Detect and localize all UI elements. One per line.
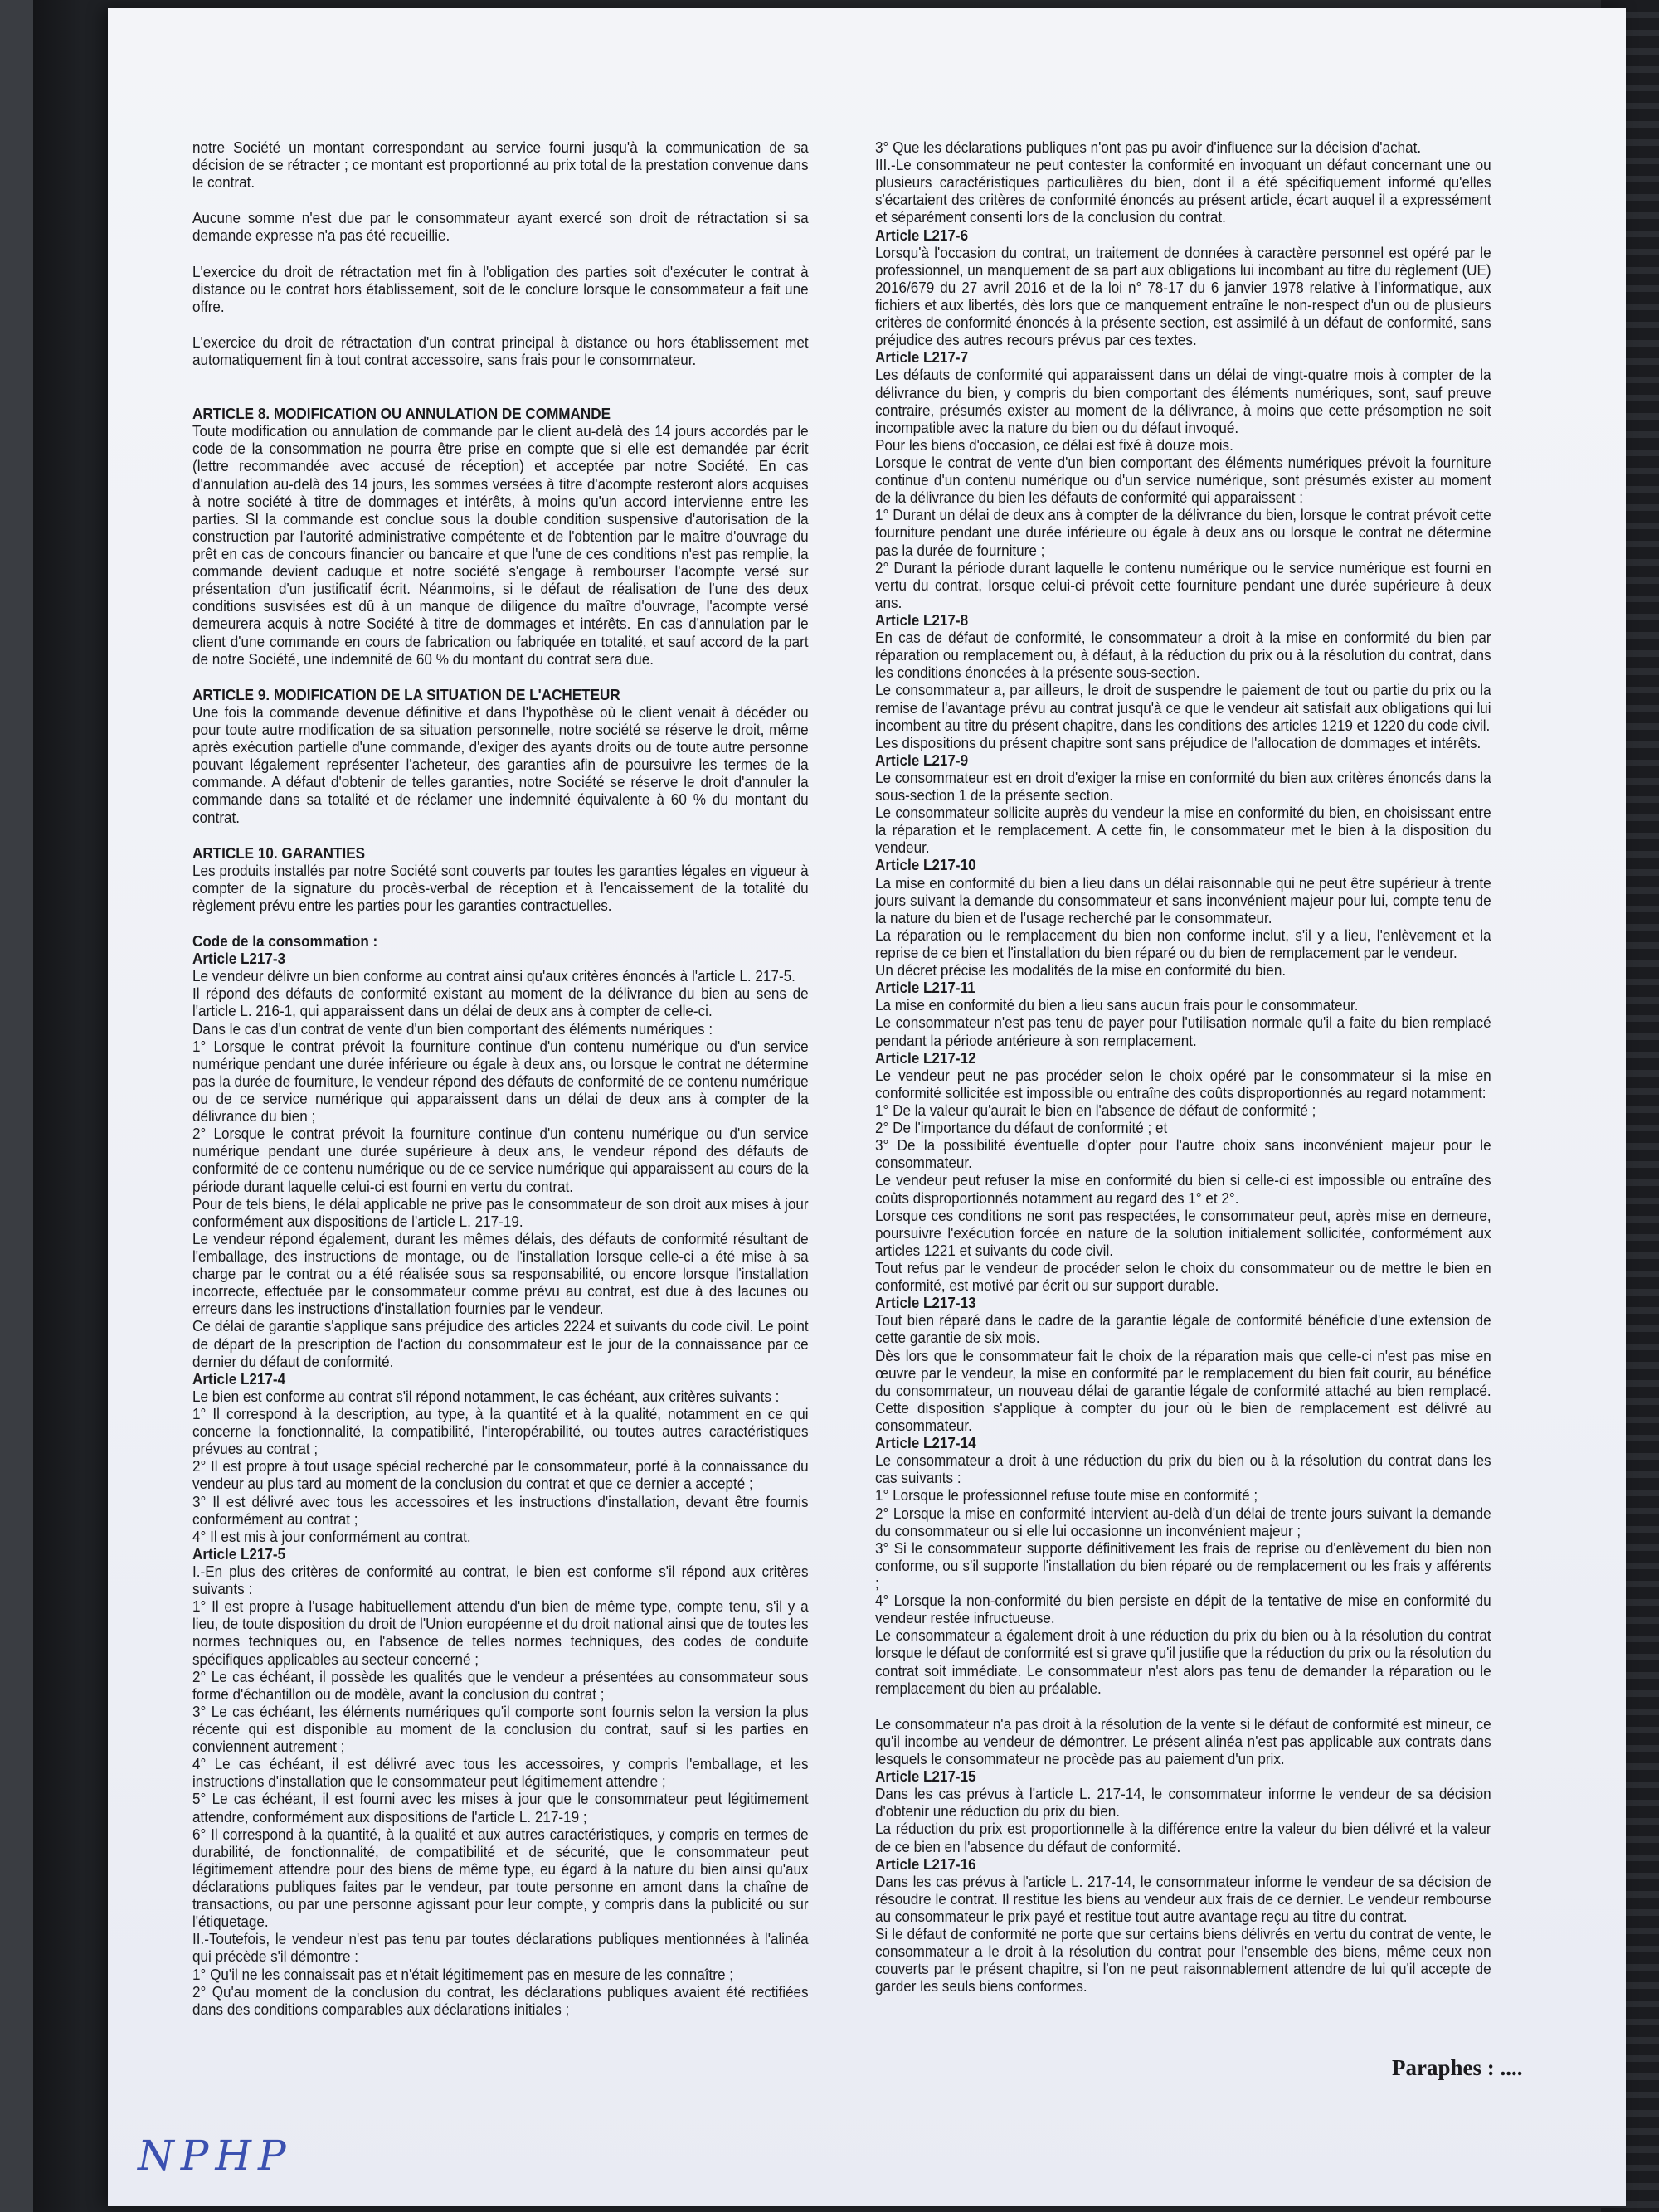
- paragraph: Le consommateur n'est pas tenu de payer pour l'utilisation normale qu'il a faite du bien remplacé pendant la période antérieure à son remplacement.: [875, 1014, 1491, 1049]
- paragraph: 1° Il correspond à la description, au type, à la quantité et à la qualité, notamment en ce qui concerne la fonctionnalité, la compatibilité, l'interopérabilité, ou toutes autres caractéristiques prévues au contrat ;: [192, 1406, 809, 1458]
- paragraph: 2° Durant la période durant laquelle le contenu numérique ou le service numérique est fourni en vertu du contrat, lorsque celui-ci prévoit cette fourniture pendant une durée supérieure à deux ans.: [875, 559, 1491, 611]
- paragraph: Le vendeur délivre un bien conforme au contrat ainsi qu'aux critères énoncés à l'article L. 217-5.: [192, 968, 795, 985]
- section-heading: ARTICLE 9. MODIFICATION DE LA SITUATION DE L'ACHETEUR: [192, 686, 620, 703]
- paragraph-spacer: [192, 668, 809, 687]
- paragraph: 2° Il est propre à tout usage spécial recherché par le consommateur, porté à la connaissance du vendeur au plus tard au moment de la conclusion du contrat et que ce dernier a accepté ;: [192, 1458, 809, 1493]
- paragraph: Le bien est conforme au contrat s'il répond notamment, le cas échéant, aux critères suivants :: [192, 1388, 780, 1405]
- paragraph: 2° Qu'au moment de la conclusion du contrat, les déclarations publiques avaient été rectifiées dans des conditions comparables aux déclarations initiales ;: [192, 1983, 809, 2018]
- paragraph: 5° Le cas échéant, il est fourni avec les mises à jour que le consommateur peut légitimement attendre, conformément aux dispositions de l'article L. 217-19 ;: [192, 1791, 809, 1826]
- paragraph: 4° Lorsque la non-conformité du bien persiste en dépit de la tentative de mise en conformité du vendeur restée infructueuse.: [875, 1592, 1491, 1627]
- paragraph-spacer: [192, 316, 809, 334]
- article-heading: Article L217-4: [192, 1370, 286, 1388]
- paragraph: Une fois la commande devenue définitive et dans l'hypothèse où le client venait à décéder ou pour toute autre modification de sa situation personnelle, notre société se réserve le droit, même après exécution partielle d'une commande, d'exiger des ayants droits ou de toute autre personne pouvant légalement représenter l'acheteur, des garanties afin de poursuivre les termes de la commande. A défaut d'obtenir de telles garanties, notre Société se réserve le droit d'annuler la commande dans sa totalité et de réclamer une indemnité équivalente à 60 % du montant du contrat.: [192, 703, 809, 826]
- paragraph: III.-Le consommateur ne peut contester la conformité en invoquant un défaut concernant une ou plusieurs caractéristiques particulières du bien, dont il a été spécifiquement informé qu'elles s'écartaient des critères de conformité énoncés au présent article, écart auquel il a expressément et séparément consenti lors de la conclusion du contrat.: [875, 157, 1491, 226]
- paragraph: 3° Il est délivré avec tous les accessoires et les instructions d'installation, devant être fournis conformément au contrat ;: [192, 1493, 809, 1528]
- paragraph: Ce délai de garantie s'applique sans préjudice des articles 2224 et suivants du code civil. Le point de départ de la prescription de l'action du consommateur est le jour de la connaissance par ce dernier du défaut de conformité.: [192, 1318, 809, 1370]
- paragraph: Aucune somme n'est due par le consommateur ayant exercé son droit de rétractation si sa demande expresse n'a pas été recueillie.: [192, 210, 809, 245]
- paragraph: Dès lors que le consommateur fait le choix de la réparation mais que celle-ci n'est pas mise en œuvre par le vendeur, la mise en conformité par le remplacement du bien fait courir, au bénéfice du consommateur, un nouveau délai de garantie légale de conformité attaché au bien remplacé. Cette disposition s'applique à compter du jour où le bien de remplacement est délivré au consommateur.: [875, 1347, 1491, 1434]
- article-heading: Article L217-12: [875, 1049, 976, 1067]
- article-heading: Article L217-15: [875, 1768, 976, 1786]
- paragraph: Pour les biens d'occasion, ce délai est fixé à douze mois.: [875, 436, 1233, 454]
- paragraph: 2° Le cas échéant, il possède les qualités que le vendeur a présentées au consommateur sous forme d'échantillon ou de modèle, avant la conclusion du contrat ;: [192, 1668, 809, 1703]
- paragraph-spacer: [192, 915, 809, 933]
- paragraph: 6° Il correspond à la quantité, à la qualité et aux autres caractéristiques, y compris en termes de durabilité, de fonctionnalité, de compatibilité et de sécurité, que le consommateur peut légitimement attendre pour des biens de même type, eu égard à la nature du bien ainsi qu'aux déclarations publiques faites par le vendeur, par toute personne en amont dans la chaîne de transactions, ou par une personne agissant pour leur compte, y compris dans la publicité ou sur l'étiquetage.: [192, 1826, 809, 1931]
- paragraph: La mise en conformité du bien a lieu sans aucun frais pour le consommateur.: [875, 997, 1359, 1014]
- paragraph: 1° Il est propre à l'usage habituellement attendu d'un bien de même type, compte tenu, s'il y a lieu, de toute disposition du droit de l'Union européenne et du droit national ainsi que de toutes les normes techniques ou, en l'absence de telles normes techniques, des codes de conduite spécifiques applicables au secteur concerné ;: [192, 1598, 809, 1668]
- article-heading: Article L217-8: [875, 611, 969, 629]
- paragraph: 1° Lorsque le professionnel refuse toute mise en conformité ;: [875, 1487, 1258, 1505]
- paragraph: 3° De la possibilité éventuelle d'opter pour l'autre choix sans inconvénient majeur pour le consommateur.: [875, 1137, 1491, 1172]
- paragraph: 3° Que les déclarations publiques n'ont pas pu avoir d'influence sur la décision d'achat.: [875, 139, 1422, 156]
- paragraph-spacer: [192, 192, 809, 210]
- document-page: [108, 8, 1626, 2206]
- article-heading: Article L217-13: [875, 1295, 976, 1312]
- paraphes-label: Paraphes : ....: [1392, 2055, 1523, 2080]
- article-heading: Article L217-5: [192, 1545, 286, 1563]
- paragraph: Le consommateur sollicite auprès du vendeur la mise en conformité du bien, en choisissant entre la réparation et le remplacement. A cette fin, le consommateur met le bien à la disposition du vendeur.: [875, 805, 1491, 857]
- paragraph: 1° Durant un délai de deux ans à compter de la délivrance du bien, lorsque le contrat prévoit cette fourniture pendant une durée inférieure ou égale à deux ans ou lorsque le contrat ne détermine pas la durée de fourniture ;: [875, 507, 1491, 559]
- left-column: [192, 139, 809, 2019]
- article-heading: Article L217-14: [875, 1435, 976, 1452]
- paragraph: Lorsqu'à l'occasion du contrat, un traitement de données à caractère personnel est opéré par le professionnel, un manquement de sa part aux obligations lui incombant au titre du règlement (UE) 2016/679 du 27 avril 2016 et de la loi n° 78-17 du 6 janvier 1978 relative à l'informatique, aux fichiers et aux libertés, dès lors que ce manquement entraîne le non-respect d'un ou de plusieurs critères de conformité énoncés à la présente section, est assimilé à un défaut de conformité, sans préjudice des autres recours prévus par ces textes.: [875, 244, 1491, 349]
- paragraph: Dans les cas prévus à l'article L. 217-14, le consommateur informe le vendeur de sa décision d'obtenir une réduction du prix du bien.: [875, 1786, 1491, 1821]
- article-heading: Article L217-16: [875, 1855, 976, 1873]
- article-heading: Article L217-3: [192, 950, 286, 968]
- article-heading: Article L217-6: [875, 226, 969, 244]
- right-column: [875, 139, 1491, 1996]
- paragraph: Les produits installés par notre Société sont couverts par toutes les garanties légales en vigueur à compter de la signature du procès-verbal de réception et à l'encaissement de la totalité du règlement prévu entre les parties pour les garanties contractuelles.: [192, 862, 809, 914]
- paragraph: 4° Il est mis à jour conformément au contrat.: [192, 1528, 471, 1545]
- paragraph: Tout bien réparé dans le cadre de la garantie légale de conformité bénéficie d'une extension de cette garantie de six mois.: [875, 1312, 1491, 1347]
- paragraph: Tout refus par le vendeur de procéder selon le choix du consommateur ou de mettre le bien en conformité, est motivé par écrit ou sur support durable.: [875, 1260, 1491, 1295]
- paragraph: Lorsque le contrat de vente d'un bien comportant des éléments numériques prévoit la fourniture continue d'un contenu numérique ou d'un service numérique, sont présumés exister au moment de la délivrance du bien les défauts de conformité qui apparaissent :: [875, 454, 1491, 507]
- article-heading: Article L217-10: [875, 857, 976, 874]
- paragraph: 3° Si le consommateur supporte définitivement les frais de reprise ou d'enlèvement du bien non conforme, ou s'il supporte l'installation du bien réparé ou de remplacement ou les frais y afférents ;: [875, 1539, 1491, 1592]
- paragraph: En cas de défaut de conformité, le consommateur a droit à la mise en conformité du bien par réparation ou remplacement ou, à défaut, à la réduction du prix ou à la résolution du contrat, dans les conditions énoncées à la présente sous-section.: [875, 630, 1491, 682]
- paragraph: Le consommateur a droit à une réduction du prix du bien ou à la résolution du contrat dans les cas suivants :: [875, 1452, 1491, 1487]
- paragraph: Le consommateur a, par ailleurs, le droit de suspendre le paiement de tout ou partie du prix ou la remise de l'avantage prévu au contrat jusqu'à ce que le vendeur ait satisfait aux obligations qui lui incombent au titre du présent chapitre, dans les conditions des articles 1219 et 1220 du code civil.: [875, 682, 1491, 734]
- paragraph: Il répond des défauts de conformité existant au moment de la délivrance du bien au sens de l'article L. 216-1, qui apparaissent dans un délai de deux ans à compter de celle-ci.: [192, 985, 809, 1020]
- paragraph-spacer: [192, 369, 809, 406]
- paragraph: Toute modification ou annulation de commande par le client au-delà des 14 jours accordés par le code de la consommation ne pourra être prise en compte que si elle est demandée par écrit (lettre recommandée avec accusé de réception) et acceptée par notre Société. En cas d'annulation au-delà des 14 jours, les sommes versées à titre d'acompte resteront alors acquises à notre société à titre de dommages et intérêts, à moins qu'un accord intervienne entre les parties. SI la commande est conclue sous la double condition suspensive d'autorisation de la construction par l'autorité administrative compétente et de l'obtention par le maître d'ouvrage du prêt en cas de concours financier ou bancaire et que l'une de ces conditions n'est pas remplie, la commande devient caduque et notre société s'engage à rembourser l'acompte versé sur présentation d'un justificatif écrit. Néanmoins, si le défaut de réalisation de l'une des deux conditions susvisées est dû à un manque de diligence du maître d'ouvrage, l'acompte versé demeurera acquis à notre Société à titre de dommages et intérêts. En cas d'annulation par le client d'une commande en cours de fabrication ou fabriquée en totalité, et sauf accord de la part de notre Société, une indemnité de 60 % du montant du contrat sera due.: [192, 423, 809, 668]
- paragraph: Le vendeur répond également, durant les mêmes délais, des défauts de conformité résultant de l'emballage, des instructions de montage, ou de l'installation lorsque celle-ci a été mise à sa charge par le contrat ou a été réalisée sous sa responsabilité, ou encore lorsque l'installation incorrecte, effectuée par le consommateur comme prévu au contrat, est due à des lacunes ou erreurs dans les instructions d'installation fournies par le vendeur.: [192, 1230, 809, 1318]
- paragraph: La réparation ou le remplacement du bien non conforme inclut, s'il y a lieu, l'enlèvement et la reprise de ce bien et l'installation du bien réparé ou du bien de remplacement par le vendeur.: [875, 926, 1491, 962]
- paragraph: Un décret précise les modalités de la mise en conformité du bien.: [875, 962, 1287, 980]
- paragraph-spacer: [875, 1698, 1491, 1716]
- paragraph: Dans les cas prévus à l'article L. 217-14, le consommateur informe le vendeur de sa décision de résoudre le contrat. Il restitue les biens au vendeur aux frais de ce dernier. Le vendeur rembourse au consommateur le prix payé et restitue tout autre avantage reçu au titre du contrat.: [875, 1873, 1491, 1925]
- handwritten-initials: NPHP: [138, 2132, 293, 2180]
- section-heading: Code de la consommation :: [192, 933, 378, 950]
- paragraph: 2° De l'importance du défaut de conformité ; et: [875, 1120, 1168, 1137]
- paragraph: Le consommateur a également droit à une réduction du prix du bien ou à la résolution du contrat lorsque le défaut de conformité est si grave qu'il justifie que la réduction du prix ou la résolution du contrat soit immédiate. Le consommateur n'est alors pas tenu de demander la réparation ou le remplacement du bien au préalable.: [875, 1627, 1491, 1697]
- section-heading: ARTICLE 8. MODIFICATION OU ANNULATION DE COMMANDE: [192, 406, 611, 423]
- paragraph: 4° Le cas échéant, il est délivré avec tous les accessoires, y compris l'emballage, et les instructions d'installation que le consommateur peut légitimement attendre ;: [192, 1756, 809, 1791]
- paragraph: Le consommateur est en droit d'exiger la mise en conformité du bien aux critères énoncés dans la sous-section 1 de la présente section.: [875, 769, 1491, 805]
- paragraph: Le vendeur peut refuser la mise en conformité du bien si celle-ci est impossible ou entraîne des coûts disproportionnés notamment au regard des 1° et 2°.: [875, 1172, 1491, 1207]
- section-heading: ARTICLE 10. GARANTIES: [192, 844, 366, 862]
- article-heading: Article L217-11: [875, 980, 975, 997]
- paragraph: La mise en conformité du bien a lieu dans un délai raisonnable qui ne peut être supérieur à trente jours suivant la demande du consommateur et sans inconvénient majeur pour lui, compte tenu de la nature du bien et de l'usage recherché par le consommateur.: [875, 874, 1491, 926]
- paragraph: L'exercice du droit de rétractation d'un contrat principal à distance ou hors établissement met automatiquement fin à tout contrat accessoire, sans frais pour le consommateur.: [192, 333, 809, 368]
- paragraph: 1° Qu'il ne les connaissait pas et n'était légitimement pas en mesure de les connaître ;: [192, 1966, 733, 1983]
- paragraph: I.-En plus des critères de conformité au contrat, le bien est conforme s'il répond aux critères suivants :: [192, 1563, 809, 1598]
- paragraph: Pour de tels biens, le délai applicable ne prive pas le consommateur de son droit aux mises à jour conformément aux dispositions de l'article L. 217-19.: [192, 1195, 809, 1230]
- paragraph: Lorsque ces conditions ne sont pas respectées, le consommateur peut, après mise en demeure, poursuivre l'exécution forcée en nature de la solution initialement sollicitée, conformément aux articles 1221 et suivants du code civil.: [875, 1207, 1491, 1259]
- paragraph: La réduction du prix est proportionnelle à la différence entre la valeur du bien délivré et la valeur de ce bien en l'absence du défaut de conformité.: [875, 1821, 1491, 1855]
- paragraph: notre Société un montant correspondant au service fourni jusqu'à la communication de sa décision de se rétracter ; ce montant est proportionné au prix total de la prestation convenue dans le contrat.: [192, 139, 809, 192]
- paragraph: Les défauts de conformité qui apparaissent dans un délai de vingt-quatre mois à compter de la délivrance du bien, y compris du bien comportant des éléments numériques, sont, sauf preuve contraire, présumés exister au moment de la délivrance, à moins que cette présomption ne soit incompatible avec la nature du bien ou du défaut invoqué.: [875, 367, 1491, 436]
- paragraph-spacer: [192, 827, 809, 845]
- paragraph: Le vendeur peut ne pas procéder selon le choix opéré par le consommateur si la mise en conformité sollicitée est impossible ou entraîne des coûts disproportionnés au regard notamment:: [875, 1067, 1491, 1101]
- paragraph: 2° Lorsque la mise en conformité intervient au-delà d'un délai de trente jours suivant la demande du consommateur ou si elle lui occasionne un inconvénient majeur ;: [875, 1505, 1491, 1539]
- article-heading: Article L217-7: [875, 349, 969, 367]
- paragraph: 1° De la valeur qu'aurait le bien en l'absence de défaut de conformité ;: [875, 1102, 1316, 1120]
- paragraph: 3° Le cas échéant, les éléments numériques qu'il comporte sont fournis selon la version la plus récente qui est disponible au moment de la conclusion du contrat, sauf si les parties en conviennent autrement ;: [192, 1703, 809, 1756]
- paragraph: 1° Lorsque le contrat prévoit la fourniture continue d'un contenu numérique ou d'un service numérique pendant une durée inférieure ou égale à deux ans, ou lorsque le contrat ne détermine pas la durée de fourniture, le vendeur répond des défauts de conformité de ce contenu numérique ou de ce service numérique qui apparaissent dans un délai de deux ans à compter de la délivrance du bien ;: [192, 1038, 809, 1125]
- paragraph: Les dispositions du présent chapitre sont sans préjudice de l'allocation de dommages et intérêts.: [875, 734, 1481, 751]
- paragraph: Si le défaut de conformité ne porte que sur certains biens délivrés en vertu du contrat de vente, le consommateur a le droit à la résolution du contrat pour l'ensemble des biens, même ceux non couverts par le présent chapitre, si l'on ne peut raisonnablement attendre de lui qu'il accepte de garder les seuls biens conformes.: [875, 1926, 1491, 1996]
- paragraph: 2° Lorsque le contrat prévoit la fourniture continue d'un contenu numérique ou d'un service numérique pendant une durée supérieure à deux ans, le vendeur répond des défauts de conformité de ce contenu numérique ou de ce service numérique qui apparaissent au cours de la période durant laquelle celui-ci est fourni en vertu du contrat.: [192, 1125, 809, 1195]
- paragraph: Le consommateur n'a pas droit à la résolution de la vente si le défaut de conformité est mineur, ce qu'il incombe au vendeur de démontrer. Le présent alinéa n'est pas applicable aux contrats dans lesquels le consommateur ne procède pas au paiement d'un prix.: [875, 1715, 1491, 1767]
- article-heading: Article L217-9: [875, 751, 969, 769]
- paragraph: Dans le cas d'un contrat de vente d'un bien comportant des éléments numériques :: [192, 1020, 713, 1038]
- paragraph-spacer: [192, 246, 809, 264]
- paragraph: L'exercice du droit de rétractation met fin à l'obligation des parties soit d'exécuter le contrat à distance ou le contrat hors établissement, soit de le conclure lorsque le consommateur a fait une offre.: [192, 263, 809, 315]
- paragraph: II.-Toutefois, le vendeur n'est pas tenu par toutes déclarations publiques mentionnées à l'alinéa qui précède s'il démontre :: [192, 1931, 809, 1966]
